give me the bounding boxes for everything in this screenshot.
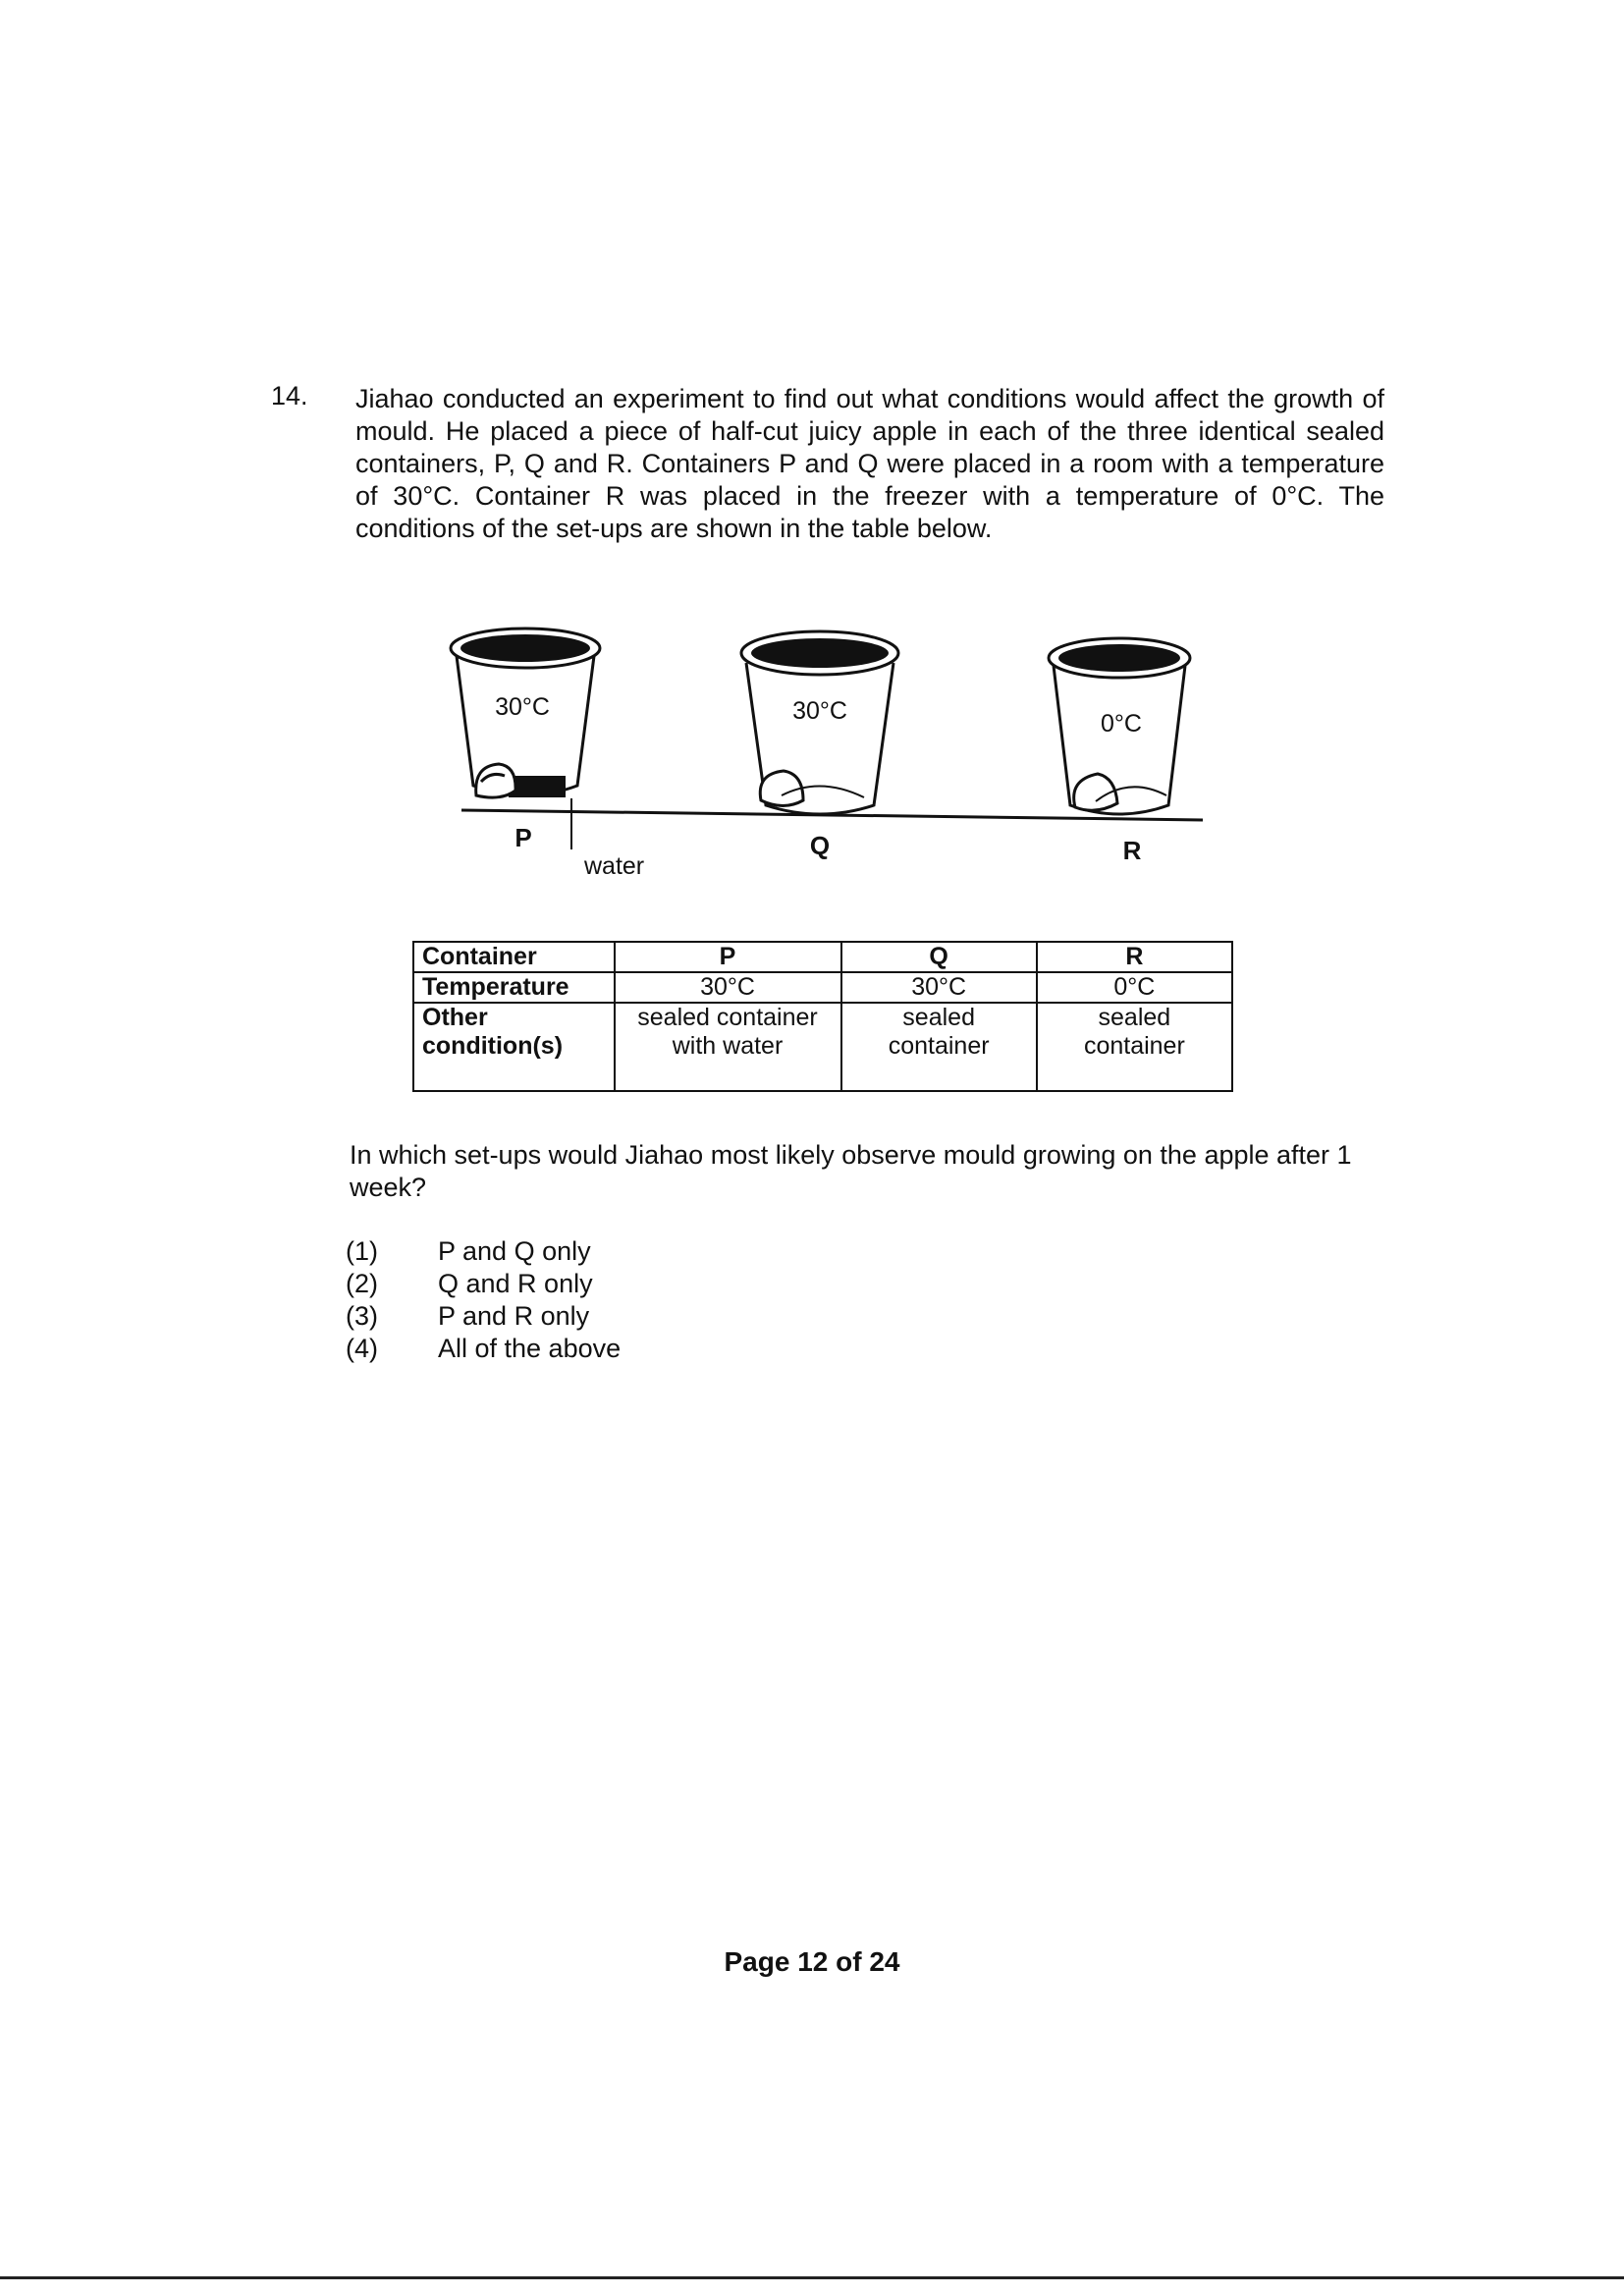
temp-cell-p: 30°C (615, 972, 841, 1003)
option-number: (3) (346, 1301, 378, 1331)
containers-diagram (432, 609, 1218, 894)
setup-table (412, 941, 1233, 1092)
option-text: Q and R only (438, 1269, 593, 1298)
table-row (413, 1003, 1232, 1091)
temp-label-r: 0°C (1101, 710, 1142, 738)
apple-q (760, 771, 803, 806)
temp-label-p: 30°C (495, 693, 550, 721)
question-number: 14. (271, 381, 308, 410)
option-2[interactable] (346, 1268, 621, 1300)
container-label-p: P (514, 823, 532, 852)
table-row (413, 972, 1232, 1003)
question-text (355, 383, 1384, 545)
other-cell-p: sealed container with water (615, 1003, 841, 1091)
option-number: (4) (346, 1334, 378, 1363)
row-header-temperature: Temperature (413, 972, 615, 1003)
option-text: P and Q only (438, 1236, 591, 1266)
row-header-container: Container (413, 942, 615, 972)
bottom-rule (0, 2276, 1624, 2279)
col-header-r: R (1037, 942, 1232, 972)
container-label-q: Q (809, 831, 831, 860)
option-text: All of the above (438, 1334, 622, 1363)
option-text: P and R only (438, 1301, 590, 1331)
option-number: (2) (346, 1269, 378, 1298)
option-3[interactable] (346, 1300, 621, 1333)
temp-cell-q: 30°C (841, 972, 1037, 1003)
temp-cell-r: 0°C (1037, 972, 1232, 1003)
col-header-q: Q (841, 942, 1037, 972)
experiment-figure (432, 609, 1218, 894)
water-p (509, 776, 566, 797)
container-label-r: R (1122, 836, 1142, 865)
question-paragraph: Jiahao conducted an experiment to find out what conditions would affect the growth of mould. He placed a piece of half-cut juicy apple in each of the three identical sealed containers, P, Q and R. Containers P and Q were placed in a room with a temperature of 30°C. Container R was placed in the freezer with a temperature of 0°C. The conditions of the set-ups are shown in the table below. (355, 384, 1384, 543)
page-footer: Page 12 of 24 (724, 1946, 900, 1977)
temp-label-q: 30°C (792, 697, 847, 725)
table-row (413, 942, 1232, 972)
answer-options (346, 1235, 621, 1365)
option-1[interactable] (346, 1235, 621, 1268)
col-header-p: P (615, 942, 841, 972)
option-number: (1) (346, 1236, 378, 1266)
other-cell-r: sealed container (1037, 1003, 1232, 1091)
question-prompt: In which set-ups would Jiahao most likely observe mould growing on the apple after 1 week? (350, 1140, 1352, 1202)
option-4[interactable] (346, 1333, 621, 1365)
other-cell-q: sealed container (841, 1003, 1037, 1091)
row-header-other: Other condition(s) (413, 1003, 615, 1091)
water-label: water (584, 852, 645, 880)
